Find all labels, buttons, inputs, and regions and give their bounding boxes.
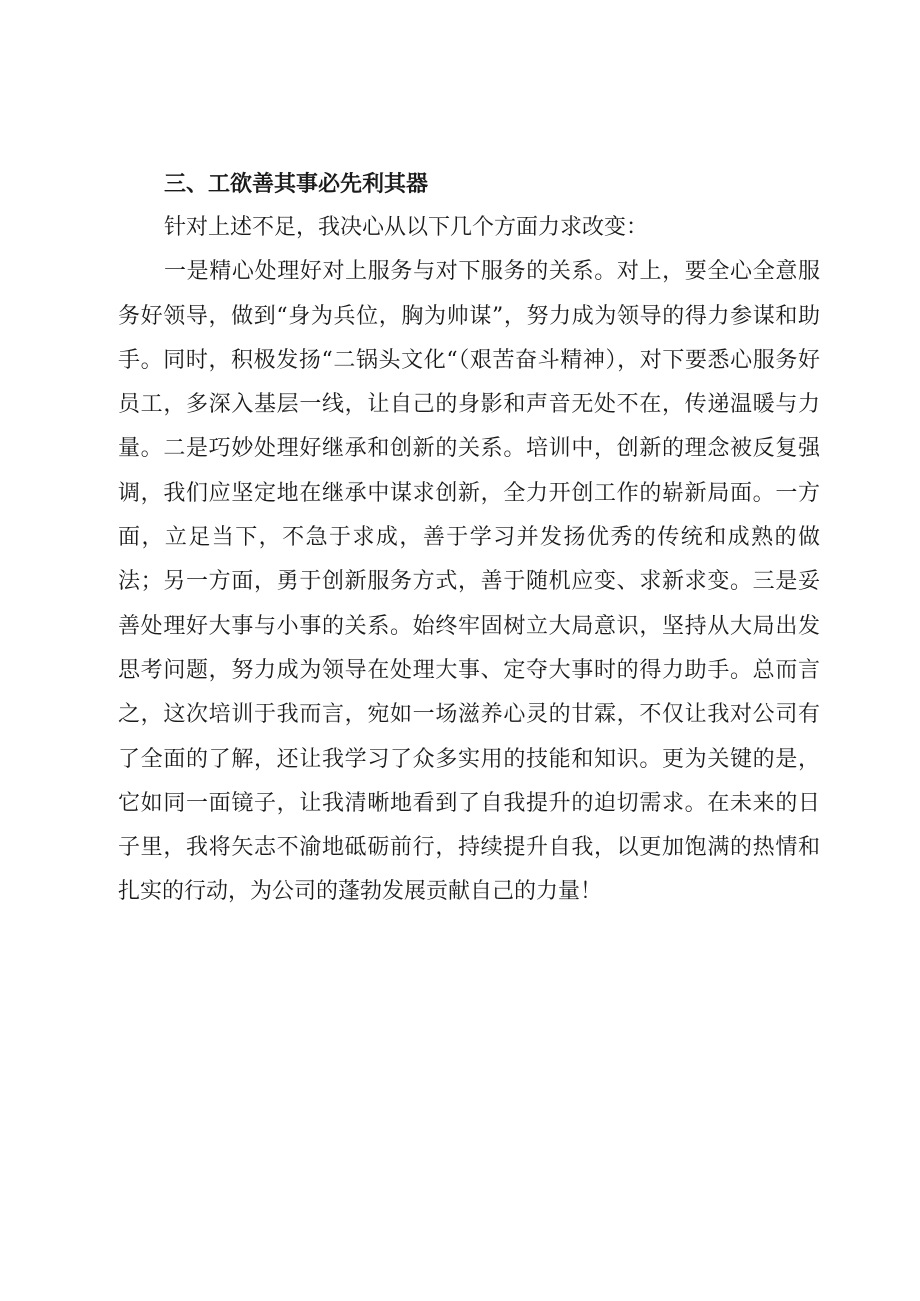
intro-paragraph: 针对上述不足，我决心从以下几个方面力求改变： bbox=[164, 215, 649, 240]
body-paragraph: 一是精心处理好对上服务与对下服务的关系。对上，要全心全意服务好领导，做到“身为兵位，胸为帅谋”，努力成为领导的得力参谋和助手。同时，积极发扬“二锅头文化“（艰苦奋斗精神），对下要悉心服务好员工，多深入基层一线，让自己的身影和声音无处不在，传递温暖与力量。二是巧妙处理好继承和创新的关系。培训中，创新的理念被反复强调，我们应坚定地在继承中谋求创新，全力开创工作的崭新局面。一方面，立足当下，不急于求成，善于学习并发扬优秀的传统和成熟的做法；另一方面，勇于创新服务方式，善于随机应变、求新求变。三是妥善处理好大事与小事的关系。始终牢固树立大局意识，坚持从大局出发思考问题，努力成为领导在处理大事、定夺大事时的得力助手。总而言之，这次培训于我而言，宛如一场滋养心灵的甘霖，不仅让我对公司有了全面的了解，还让我学习了众多实用的技能和知识。更为关键的是，它如同一面镜子，让我清晰地看到了自我提升的迫切需求。在未来的日子里，我将矢志不渝地砥砺前行，持续提升自我，以更加饱满的热情和扎实的行动，为公司的蓬勃发展贡献自己的力量！ bbox=[118, 259, 820, 905]
section-heading: 三、工欲善其事必先利其器 bbox=[164, 172, 429, 197]
